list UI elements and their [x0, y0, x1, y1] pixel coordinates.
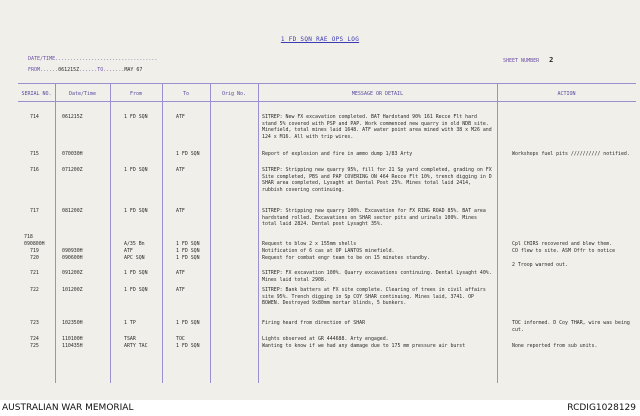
- serial-cell: 717: [30, 208, 39, 214]
- datetime-cell: 091200Z: [62, 270, 83, 276]
- serial-cell: 716: [30, 167, 39, 173]
- serial-cell: 719: [30, 248, 39, 254]
- log-title: [0, 36, 640, 43]
- from-cell: ARTY TAC: [124, 343, 148, 349]
- col-divider-5: [258, 83, 259, 383]
- col-head-orig: Orig No.: [221, 91, 247, 97]
- from-cell: TSAR: [124, 336, 136, 342]
- message-cell: Lights observed at GR 444688. Arty engaged.: [262, 336, 389, 342]
- from-cell: ATF: [124, 248, 133, 254]
- col-head-action: ACTION: [557, 91, 576, 97]
- archive-name: AUSTRALIAN WAR MEMORIAL: [2, 403, 134, 413]
- serial-cell: 714: [30, 114, 39, 120]
- col-head-to: To: [182, 91, 190, 97]
- col-head-serial: SERIAL NO.: [21, 91, 52, 97]
- message-cell: Firing heard from direction of SHAR: [262, 320, 366, 326]
- message-cell: Report of explosion and fire in ammo dump 1/83 Arty: [262, 151, 413, 157]
- datetime-cell: 070030H: [62, 151, 83, 157]
- datetime-cell: 102350H: [62, 320, 83, 326]
- from-cell: 1 FD SQN: [124, 114, 148, 120]
- serial-cell: 715: [30, 151, 39, 157]
- col-divider-2: [110, 83, 111, 383]
- sheet-number-value: 2: [549, 56, 554, 64]
- log-title-text: 1 FD SQN RAE OPS LOG: [280, 36, 360, 43]
- sheet-number-box: [503, 56, 553, 64]
- col-head-datetime: Date/Time: [68, 91, 97, 97]
- serial-cell: 724: [30, 336, 39, 342]
- datetime-cell: 071200Z: [62, 167, 83, 173]
- message-cell: Request for combat engr team to be on 15 minutes standby.: [262, 255, 430, 261]
- to-value: MAY 67: [124, 67, 143, 73]
- message-cell: Request to blow 2 x 155mm shells: [262, 241, 357, 247]
- date-time-line: [28, 56, 157, 62]
- action-cell: CO flew to site. ASM Offr to notice: [512, 248, 616, 254]
- serial-cell: 725: [30, 343, 39, 349]
- to-cell: 1 FD SQN: [176, 343, 200, 349]
- col-divider-4: [210, 83, 211, 383]
- from-cell: 1 FD SQN: [124, 270, 148, 276]
- col-head-from: From: [129, 91, 143, 97]
- action-cell: Workshops fuel pits ////////// notified.: [512, 151, 630, 157]
- action-cell: TOC informed. D Coy THAR, wire was being cut.: [512, 320, 630, 333]
- action-cell: Cpl CHIRS recovered and blew them.: [512, 241, 613, 247]
- datetime-cell: 090930H: [62, 248, 83, 254]
- to-cell: 1 FD SQN: [176, 255, 200, 261]
- from-cell: APC SQN: [124, 255, 145, 261]
- from-value: 061215Z: [58, 67, 80, 73]
- to-cell: 1 FD SQN: [176, 248, 200, 254]
- col-head-message: MESSAGE OR DETAIL: [351, 91, 404, 97]
- from-cell: 1 FD SQN: [124, 167, 148, 173]
- archive-reference: RCDIG1028129: [567, 403, 636, 413]
- to-cell: ATF: [176, 287, 185, 293]
- to-cell: TOC: [176, 336, 185, 342]
- message-cell: Wanting to know if we had any damage due to 175 mm pressure air burst: [262, 343, 466, 349]
- to-cell: ATF: [176, 114, 185, 120]
- serial-cell: 720: [30, 255, 39, 261]
- message-cell: Notification of 6 cas at OP LANTOS minefield.: [262, 248, 395, 254]
- col-divider-1: [55, 83, 56, 383]
- message-cell: SITREP: Stripping new quarry 95%, fill for 21 Sp yard completed, grading on FX Site completed, PBS and PAP COVERING ON 464 Recce Flt 10%, trench digging in D SHAR area completed, Lysaght at Dental Post 25%. Mines total laid 2414, rubbish covering continuing.: [262, 167, 492, 193]
- message-cell: SITREP: Stripping new quarry 100%. Excavation for FX RING ROAD 85%. BAT area hardstand rolled. Excavations on SHAR sector pits and urinals 100%. Mines total laid 2824. Dental post Lysaght 35%.: [262, 208, 486, 228]
- datetime-cell: 090800H: [24, 241, 45, 247]
- to-cell: ATF: [176, 208, 185, 214]
- from-to-line: [28, 67, 142, 73]
- col-divider-3: [162, 83, 163, 383]
- datetime-cell: 101200Z: [62, 287, 83, 293]
- to-cell: 1 FD SQN: [176, 241, 200, 247]
- from-label: FROM......: [28, 67, 59, 73]
- action-cell: 2 Troop warned out.: [512, 262, 568, 268]
- serial-cell: 718: [24, 234, 33, 240]
- serial-cell: 723: [30, 320, 39, 326]
- date-time-label: DATE/TIME..................................: [28, 56, 158, 62]
- to-cell: 1 FD SQN: [176, 320, 200, 326]
- to-label: ......TO.......: [79, 67, 125, 73]
- from-cell: 1 TP: [124, 320, 136, 326]
- from-cell: 1 FD SQN: [124, 287, 148, 293]
- col-divider-6: [497, 83, 498, 383]
- message-cell: SITREP: FX excavation 100%. Quarry excavations continuing. Dental Lysaght 40%. Mines laid total 2908.: [262, 270, 492, 283]
- archive-footer: [0, 400, 640, 416]
- message-cell: SITREP: New FX excavation completed. BAT Hardstand 90% 161 Recce Flt hard stand 5% covered with PSP and PAP. Work commenced new quarry in old NDB site. Minefield, total mines laid 1648. ATF water point area mined with 38 x M26 and 124 x M16. All with trip wires.: [262, 114, 492, 140]
- to-cell: ATF: [176, 167, 185, 173]
- to-cell: ATF: [176, 270, 185, 276]
- datetime-cell: 081200Z: [62, 208, 83, 214]
- from-cell: 1 FD SQN: [124, 208, 148, 214]
- to-cell: 1 FD SQN: [176, 151, 200, 157]
- datetime-cell: 090600H: [62, 255, 83, 261]
- datetime-cell: 110100H: [62, 336, 83, 342]
- message-cell: SITREP: Bank batters at FX site complete. Clearing of trees in civil affairs site 95%. Trench digging in Sp COY SHAR continuing. Mines laid, 3741. OP BOWEN. Destroyed 9x80mm mortar blinds, 5 bunkers.: [262, 287, 486, 307]
- serial-cell: 722: [30, 287, 39, 293]
- sheet-number-label: SHEET NUMBER: [503, 58, 540, 64]
- action-cell: None reported from sub units.: [512, 343, 598, 349]
- datetime-cell: 061215Z: [62, 114, 83, 120]
- from-cell: A/35 Bn: [124, 241, 145, 247]
- datetime-cell: 110435H: [62, 343, 83, 349]
- serial-cell: 721: [30, 270, 39, 276]
